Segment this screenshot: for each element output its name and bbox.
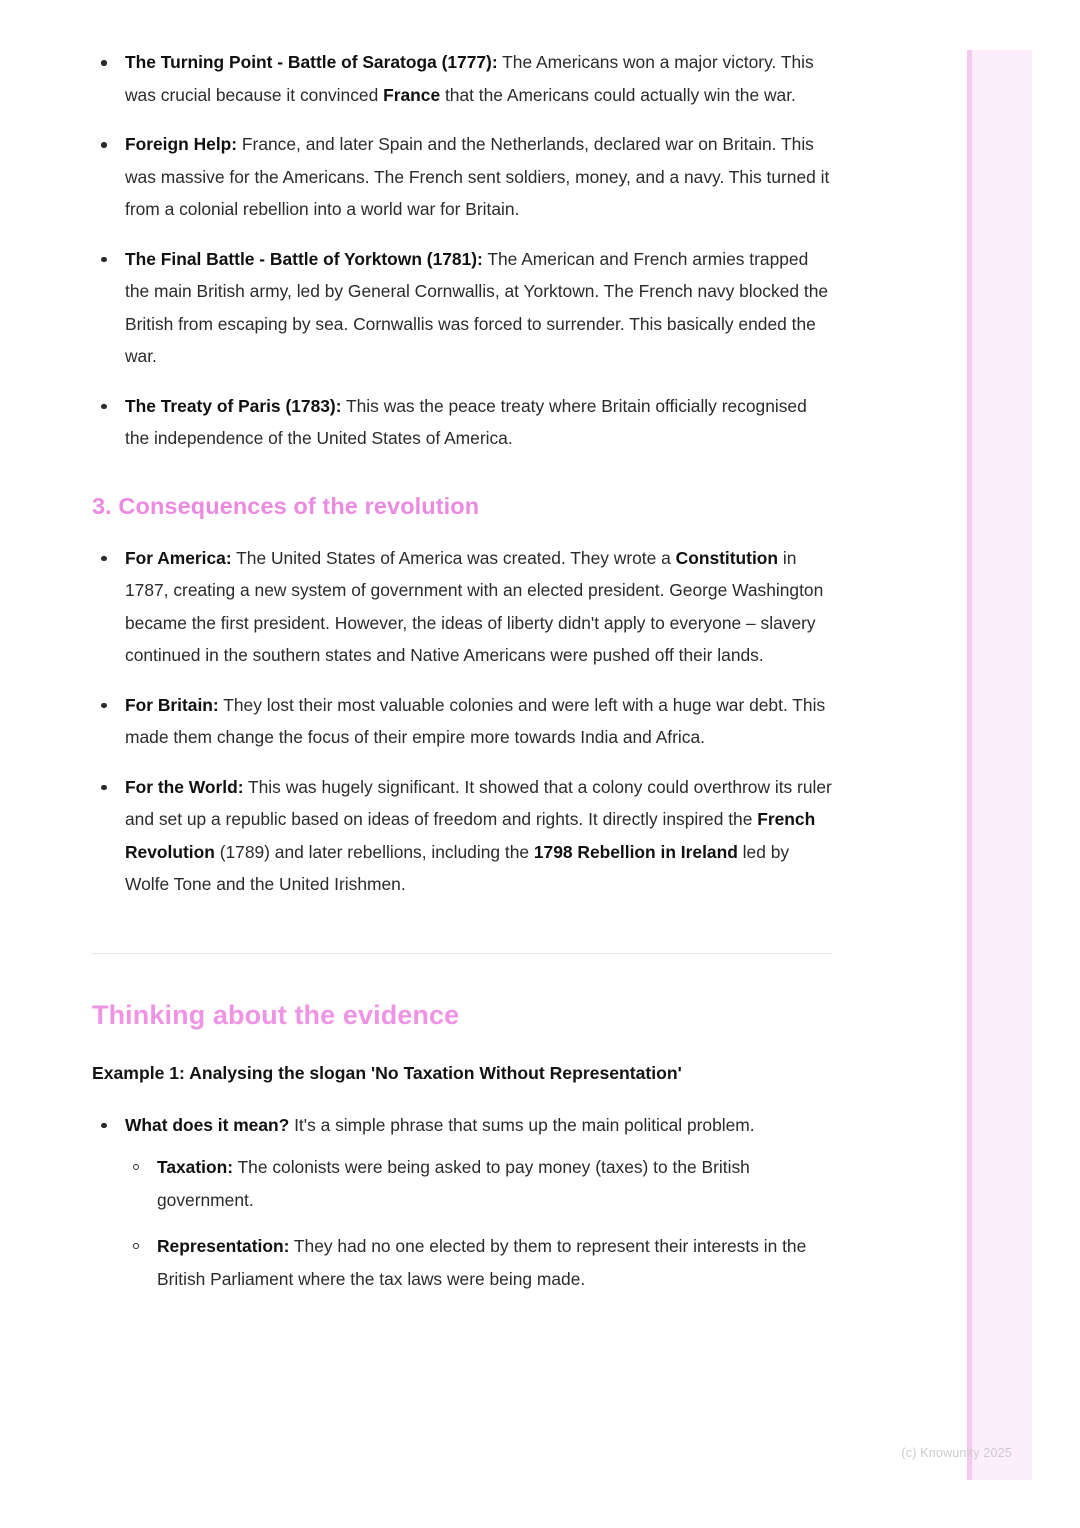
bullet-emphasis: Constitution: [675, 547, 779, 568]
bullet-text: This was the peace treaty where Britain officially recognised the independence of the United States of America.: [125, 395, 807, 448]
bullet-emphasis: French Revolution: [125, 809, 816, 862]
list-item: [92, 689, 832, 754]
bullet-text: The American and French armies trapped the main British army, led by General Cornwallis, at Yorktown. The French navy blocked the British from escaping by sea. Cornwallis was forced to surrender. This basically ended the war.: [125, 248, 829, 366]
bullet-text: (1789) and later rebellions, including the: [214, 841, 534, 862]
bullet-emphasis: 1798 Rebellion in Ireland: [533, 841, 738, 862]
bullet-text: France, and later Spain and the Netherlands, declared war on Britain. This was massive for the Americans. The French sent soldiers, money, and a navy. This turned it from a colonial rebellion into a world war for Britain.: [125, 134, 830, 219]
bullet-text: They had no one elected by them to represent their interests in the British Parliament where the tax laws were being made.: [157, 1236, 807, 1289]
bullet-lead: For the World:: [125, 776, 244, 797]
list-item: [92, 542, 832, 672]
bullet-text: This was hugely significant. It showed that a colony could overthrow its ruler and set up a republic based on ideas of freedom and rights. It directly inspired the: [125, 776, 832, 829]
list-item: [92, 771, 832, 901]
bullet-emphasis: France: [383, 84, 441, 105]
bullet-text: The United States of America was created. They wrote a: [231, 547, 676, 568]
example-title: Example 1: Analysing the slogan 'No Taxation Without Representation': [92, 1062, 682, 1083]
bullet-lead: The Final Battle - Battle of Yorktown (1781):: [125, 248, 483, 269]
evidence-bullet-list: [92, 1109, 832, 1296]
bullet-lead: The Treaty of Paris (1783):: [125, 395, 342, 416]
bullet-lead: What does it mean?: [125, 1114, 290, 1135]
bullet-text: It's a simple phrase that sums up the main political problem.: [289, 1114, 755, 1135]
bullet-lead: For America:: [125, 547, 232, 568]
bullet-lead: Representation:: [157, 1236, 290, 1256]
watermark: (c) Knowunity 2025: [901, 1446, 1012, 1460]
list-item: [92, 46, 832, 111]
bullet-lead: Foreign Help:: [125, 134, 238, 154]
bullet-text: in 1787, creating a new system of government with an elected president. George Washington became the first president. However, the ideas of liberty didn't apply to everyone – slavery continued in the southern states and Native Americans were pushed off their lands.: [125, 547, 824, 665]
section-divider: [92, 953, 832, 954]
bullet-text: The Americans won a major victory. This was crucial because it convinced: [125, 52, 814, 105]
bullet-text: The colonists were being asked to pay money (taxes) to the British government.: [157, 1157, 750, 1210]
sub-bullet-list: [125, 1151, 832, 1295]
bullet-lead: For Britain:: [125, 694, 219, 715]
top-bullet-list: [92, 46, 832, 455]
bullet-text: They lost their most valuable colonies and were left with a huge war debt. This made them change the focus of their empire more towards India and Africa.: [125, 694, 826, 747]
list-item: [92, 390, 832, 455]
list-item: [92, 1109, 832, 1296]
bullet-text: that the Americans could actually win the war.: [440, 84, 796, 105]
sub-list-item: [125, 1151, 832, 1216]
page-accent-band: [972, 50, 1032, 1480]
bullet-lead: The Turning Point - Battle of Saratoga (1777):: [125, 52, 498, 72]
consequences-bullet-list: [92, 542, 832, 901]
consequences-heading: 3. Consequences of the revolution: [92, 492, 480, 519]
list-item: [92, 128, 832, 226]
bullet-lead: Taxation:: [157, 1157, 234, 1177]
list-item: [92, 243, 832, 373]
sub-list-item: [125, 1230, 832, 1295]
document-content: [92, 46, 832, 1312]
bullet-text: led by Wolfe Tone and the United Irishmen.: [125, 841, 790, 894]
evidence-heading: Thinking about the evidence: [92, 999, 460, 1030]
